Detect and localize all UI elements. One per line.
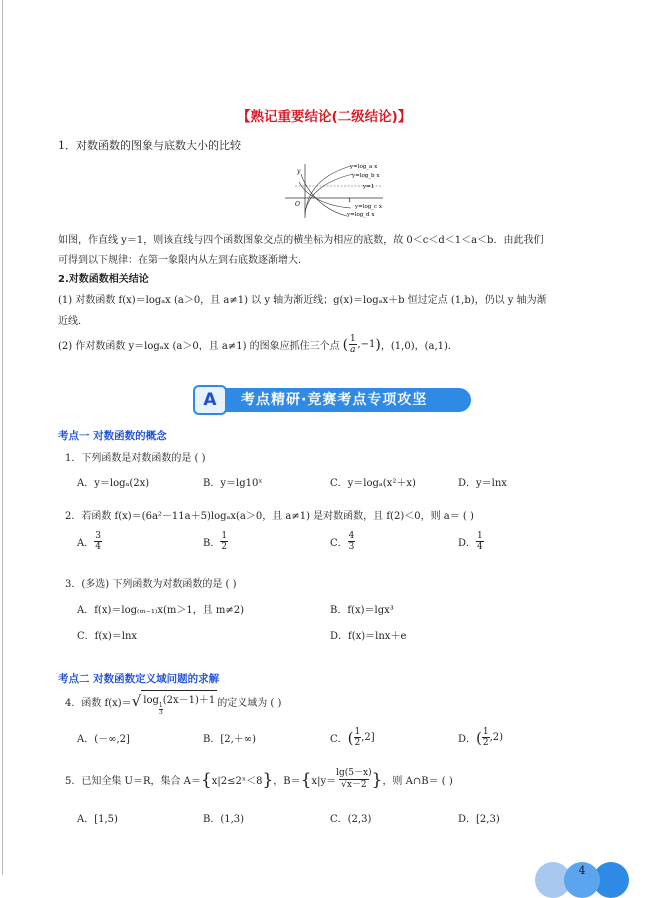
banner-badge: A: [193, 385, 227, 415]
point-one-over-a: 1 a: [349, 334, 356, 355]
q4-radicand: log 1 3 (2x－1)＋1: [141, 690, 217, 712]
q5-fraction: lg(5－x) √x－2: [336, 768, 372, 790]
section2-heading: 2.对数函数相关结论: [58, 274, 149, 285]
q2-stem: 2．若函数 f(x)＝(6a²－11a＋5)logₐx(a＞0，且 a≠1) 是对数函数，且 f(2)＜0，则 a＝ ( ): [65, 511, 474, 522]
q5-option-b: B．(1,3): [203, 814, 245, 825]
q4-suffix: 的定义域为 ( ): [217, 697, 282, 709]
q2-option-b: B． 1 2: [203, 531, 228, 552]
q4-option-a: A．(－∞,2]: [77, 734, 130, 745]
q5-option-d: D．[2,3): [458, 814, 500, 825]
q5-prefix: 5．已知全集 U＝R，集合 A＝: [65, 776, 201, 787]
topic2-heading: 考点二 对数函数定义域问题的求解: [58, 673, 220, 685]
q5-stem: 5．已知全集 U＝R，集合 A＝ { x|2≤2ˣ＜8 } ，B＝ { x|y＝ lg(5－x) √x－2 } ，则 A∩B＝ ( ): [65, 768, 453, 790]
section2-item2-suffix: ，(1,0)，(a,1)．: [380, 341, 458, 352]
page-title: 【熟记重要结论(二级结论)】: [237, 109, 412, 125]
q3-option-d: D．f(x)＝lnx＋e: [330, 631, 407, 642]
q4-option-d: D． ( 1 2 ,2): [458, 727, 504, 748]
axis-y-label: y: [297, 168, 301, 175]
label-log-d: y=log_d x: [347, 212, 375, 218]
sqrt-sign: √: [131, 692, 142, 710]
section1-para-line2: 可得到以下规律：在第一象限内从左到右底数逐渐增大．: [58, 255, 308, 266]
q1-option-a: A．y＝logₐ(2x): [77, 478, 150, 489]
q2-option-a: A． 3 4: [77, 531, 101, 552]
q4-option-b: B．[2,＋∞): [203, 734, 257, 745]
x-tick-1: 1: [348, 198, 352, 204]
label-y1: y=1: [363, 184, 375, 190]
q1-stem: 1．下列函数是对数函数的是 ( ): [65, 453, 206, 464]
section1-para-line1: 如图，作直线 y＝1，则该直线与四个函数图象交点的横坐标为相应的底数，故 0＜c＜d＜1＜a＜b．由此我们: [58, 235, 544, 246]
banner-label: 考点精研·竞赛考点专项攻坚: [241, 392, 428, 408]
curve-log-d: [301, 174, 347, 216]
q5-mid: ，B＝: [273, 776, 301, 787]
q1-option-d: D．y＝lnx: [458, 478, 507, 489]
curve-log-b: [305, 174, 353, 212]
section2-item1-line1: (1) 对数函数 f(x)＝logₐx (a＞0，且 a≠1) 以 y 轴为渐近线；g(x)＝logₐx＋b 恒过定点 (1,b)，仍以 y 轴为渐: [58, 295, 547, 306]
q3-stem: 3．(多选) 下列函数为对数函数的是 ( ): [65, 579, 237, 590]
label-log-a: y=log_a x: [350, 164, 378, 170]
q3-option-a: A．f(x)＝log₍ₘ₋₁₎x(m＞1，且 m≠2): [77, 605, 245, 616]
section1-heading: 1．对数函数的图象与底数大小的比较: [58, 139, 241, 152]
topic1-heading: 考点一 对数函数的概念: [58, 430, 167, 442]
q5-set-b-lhs: x|y＝: [311, 776, 337, 787]
q3-option-c: C．f(x)＝lnx: [77, 631, 138, 642]
section2-item2: (2) 作对数函数 y＝logₐx (a＞0，且 a≠1) 的图象应抓住三个点 ( 1 a ,−1 ) ，(1,0)，(a,1)．: [58, 334, 458, 355]
q1-option-b: B．y＝lg10ˣ: [203, 478, 263, 489]
q4-option-c: C． ( 1 2 ,2]: [330, 727, 375, 748]
q3-option-b: B．f(x)＝lgx³: [330, 605, 394, 616]
label-log-b: y=log_b x: [352, 173, 380, 179]
q4-stem: [65, 690, 282, 716]
point-paren-close: ): [375, 336, 381, 353]
q2-option-d: D． 1 4: [458, 531, 483, 552]
section2-item1-line2: 近线．: [58, 316, 88, 327]
q5-set-a: x|2≤2ˣ＜8: [211, 776, 263, 787]
label-log-c: y=log_c x: [355, 204, 382, 210]
q4-prefix: 4．函数 f(x)＝: [65, 697, 132, 709]
section2-item2-prefix: (2) 作对数函数 y＝logₐx (a＞0，且 a≠1) 的图象应抓住三个点: [58, 341, 340, 352]
log-base-graph: [283, 160, 393, 220]
q5-suffix: ，则 A∩B＝ ( ): [382, 776, 453, 787]
section-banner: [193, 385, 473, 415]
page-number: 4: [564, 862, 600, 898]
q5-option-a: A．[1,5): [77, 814, 118, 825]
point-paren-open: (: [342, 336, 349, 353]
q5-option-c: C．(2,3): [330, 814, 372, 825]
page-edge: [2, 0, 3, 875]
q1-option-c: C．y＝logₐ(x²＋x): [330, 478, 416, 489]
q2-option-c: C． 4 3: [330, 531, 355, 552]
origin-label: O: [295, 201, 300, 208]
